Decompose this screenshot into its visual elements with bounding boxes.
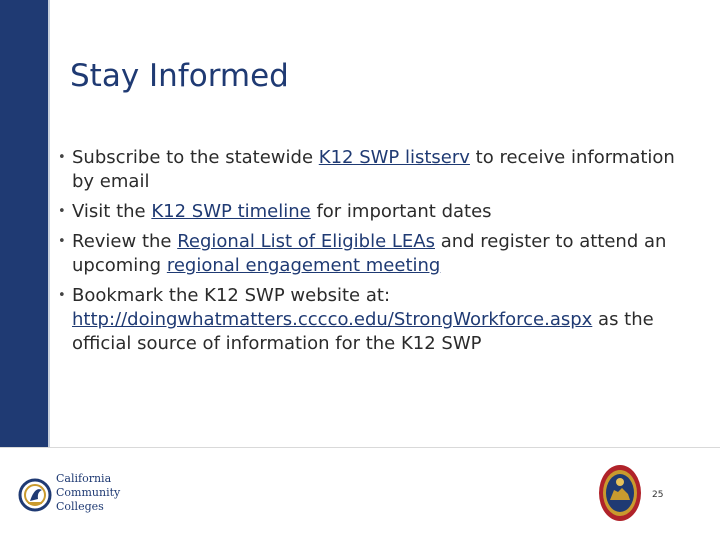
- bullet-list: [58, 146, 698, 362]
- left-accent-bar: [0, 0, 48, 447]
- text-segment: for important dates: [310, 201, 492, 222]
- bullet-text: [72, 284, 698, 356]
- listserv-link[interactable]: K12 SWP listserv: [318, 147, 470, 168]
- bullet-dot: •: [58, 234, 66, 249]
- state-seal-icon: [598, 464, 642, 522]
- bullet-dot: •: [58, 288, 66, 303]
- text-segment: as the official source of information for the K12 SWP: [72, 309, 654, 354]
- bullet-text: [72, 146, 698, 194]
- bullet-text: [72, 230, 698, 278]
- text-segment: Review the: [72, 231, 178, 252]
- text-segment: Visit the: [72, 201, 152, 222]
- text-segment: Bookmark the K12 SWP website at:: [72, 285, 391, 306]
- bullet-text: [72, 200, 698, 224]
- logo-wordmark: [56, 472, 120, 514]
- slide-title: Stay Informed: [70, 58, 289, 94]
- bullet-dot: •: [58, 204, 66, 219]
- engagement-meeting-link[interactable]: regional engagement meeting: [166, 255, 441, 276]
- left-accent-bar-edge: [48, 0, 50, 447]
- bullet-item-regional-list: [58, 230, 698, 278]
- logo-line: Community: [56, 486, 121, 499]
- text-segment: and register to attend an upcoming: [72, 231, 667, 276]
- logo-line: California: [56, 472, 112, 485]
- eligible-leas-link[interactable]: Regional List of Eligible LEAs: [177, 231, 435, 252]
- ccc-emblem-icon: [18, 470, 54, 520]
- timeline-link[interactable]: K12 SWP timeline: [151, 201, 311, 222]
- bullet-item-bookmark: [58, 284, 698, 356]
- website-url-link[interactable]: http://doingwhatmatters.cccco.edu/StrongWorkforce.aspx: [72, 309, 593, 330]
- bullet-dot: •: [58, 150, 66, 165]
- california-community-colleges-logo: [18, 470, 121, 520]
- page-number: 25: [652, 490, 664, 500]
- text-segment: to receive information by email: [72, 147, 675, 192]
- text-segment: Subscribe to the statewide: [72, 147, 319, 168]
- footer-divider: [0, 447, 720, 448]
- logo-line: Colleges: [56, 500, 104, 513]
- bullet-item-listserv: [58, 146, 698, 194]
- bullet-item-timeline: [58, 200, 698, 224]
